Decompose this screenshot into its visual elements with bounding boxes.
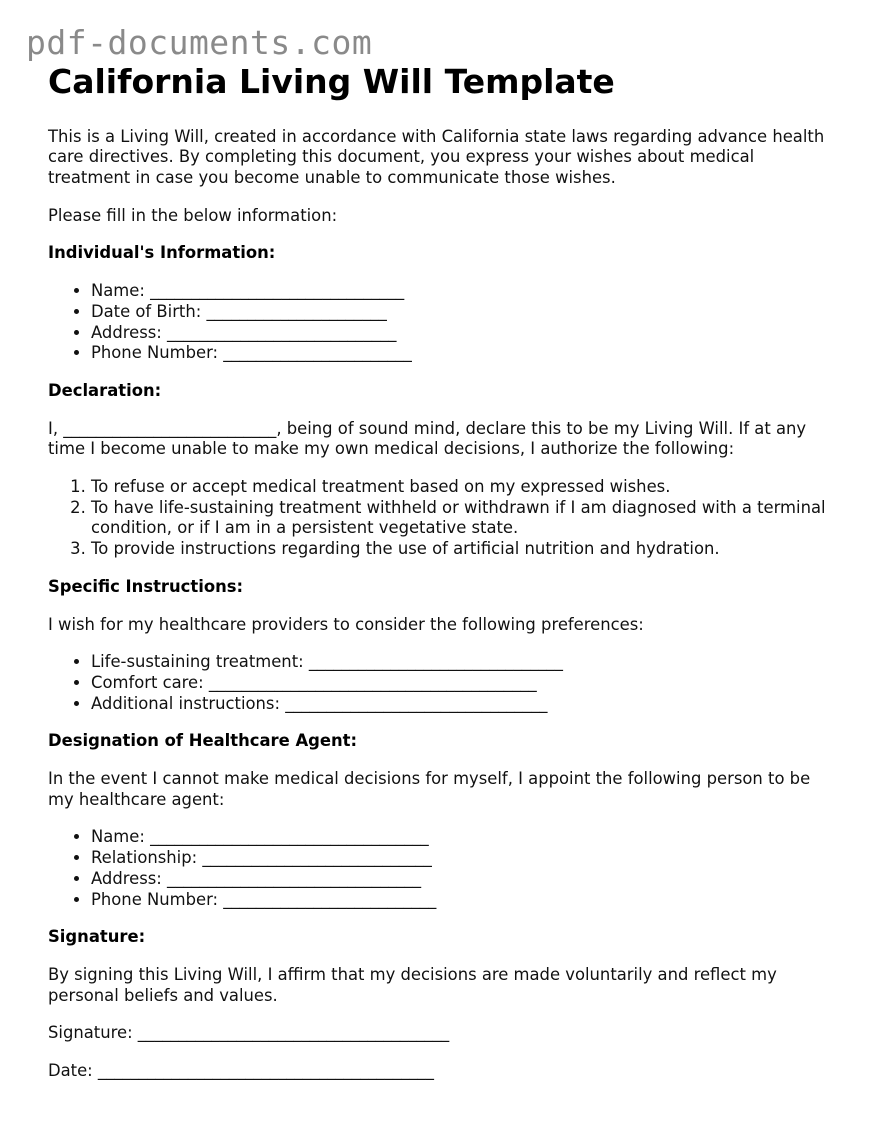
individual-address-field[interactable]: • Address: ____________________________ <box>91 323 838 344</box>
signature-field[interactable]: Signature: ______________________________________ <box>48 1023 450 1043</box>
individual-phone-field[interactable]: • Phone Number: _______________________ <box>91 343 838 364</box>
watermark: pdf-documents.com <box>26 23 373 62</box>
document-body <box>48 62 838 1099</box>
declaration-list <box>48 477 838 560</box>
healthcare-agent-list <box>48 827 838 910</box>
individual-info-heading: Individual's Information: <box>48 243 276 263</box>
individual-name-field[interactable]: • Name: _______________________________ <box>91 281 838 302</box>
specific-instructions-list <box>48 652 838 714</box>
document-title: California Living Will Template <box>48 62 615 101</box>
agent-phone-field[interactable]: • Phone Number: __________________________ <box>91 890 838 911</box>
agent-address-field[interactable]: • Address: _______________________________ <box>91 869 838 890</box>
individual-info-list <box>48 281 838 364</box>
declaration-item: 1. To refuse or accept medical treatment based on my expressed wishes. <box>91 477 838 498</box>
declaration-item: 3. To provide instructions regarding the use of artificial nutrition and hydration. <box>91 539 838 560</box>
specific-instructions-text: I wish for my healthcare providers to consider the following preferences: <box>48 614 644 634</box>
individual-dob-field[interactable]: • Date of Birth: ______________________ <box>91 302 838 323</box>
declaration-item: 2. To have life-sustaining treatment withheld or withdrawn if I am diagnosed with a terminal condition, or if I am in a persistent vegetative state. <box>91 498 838 539</box>
agent-name-field[interactable]: • Name: __________________________________ <box>91 827 838 848</box>
healthcare-agent-text: In the event I cannot make medical decisions for myself, I appoint the following person to be my healthcare agent: <box>48 769 811 809</box>
date-field[interactable]: Date: _________________________________________ <box>48 1061 434 1081</box>
healthcare-agent-heading: Designation of Healthcare Agent: <box>48 731 358 751</box>
agent-relationship-field[interactable]: • Relationship: ____________________________ <box>91 848 838 869</box>
signature-text: By signing this Living Will, I affirm that my decisions are made voluntarily and reflect my personal beliefs and values. <box>48 964 777 1005</box>
declaration-text: I, __________________________, being of sound mind, declare this to be my Living Will. If at any time I become unable to make my own medical decisions, I authorize the following: <box>48 418 807 459</box>
comfort-care-field[interactable]: • Comfort care: ________________________________________ <box>91 673 838 694</box>
life-sustaining-field[interactable]: • Life-sustaining treatment: _______________________________ <box>91 652 838 673</box>
fill-prompt: Please fill in the below information: <box>48 205 338 225</box>
additional-instructions-field[interactable]: • Additional instructions: ________________________________ <box>91 694 838 715</box>
intro-paragraph: This is a Living Will, created in accordance with California state laws regarding advance health care directives. By completing this document, you express your wishes about medical treatment in case you become unable to communicate those wishes. <box>48 126 825 187</box>
specific-instructions-heading: Specific Instructions: <box>48 576 244 596</box>
declaration-heading: Declaration: <box>48 380 162 400</box>
signature-heading: Signature: <box>48 927 146 947</box>
